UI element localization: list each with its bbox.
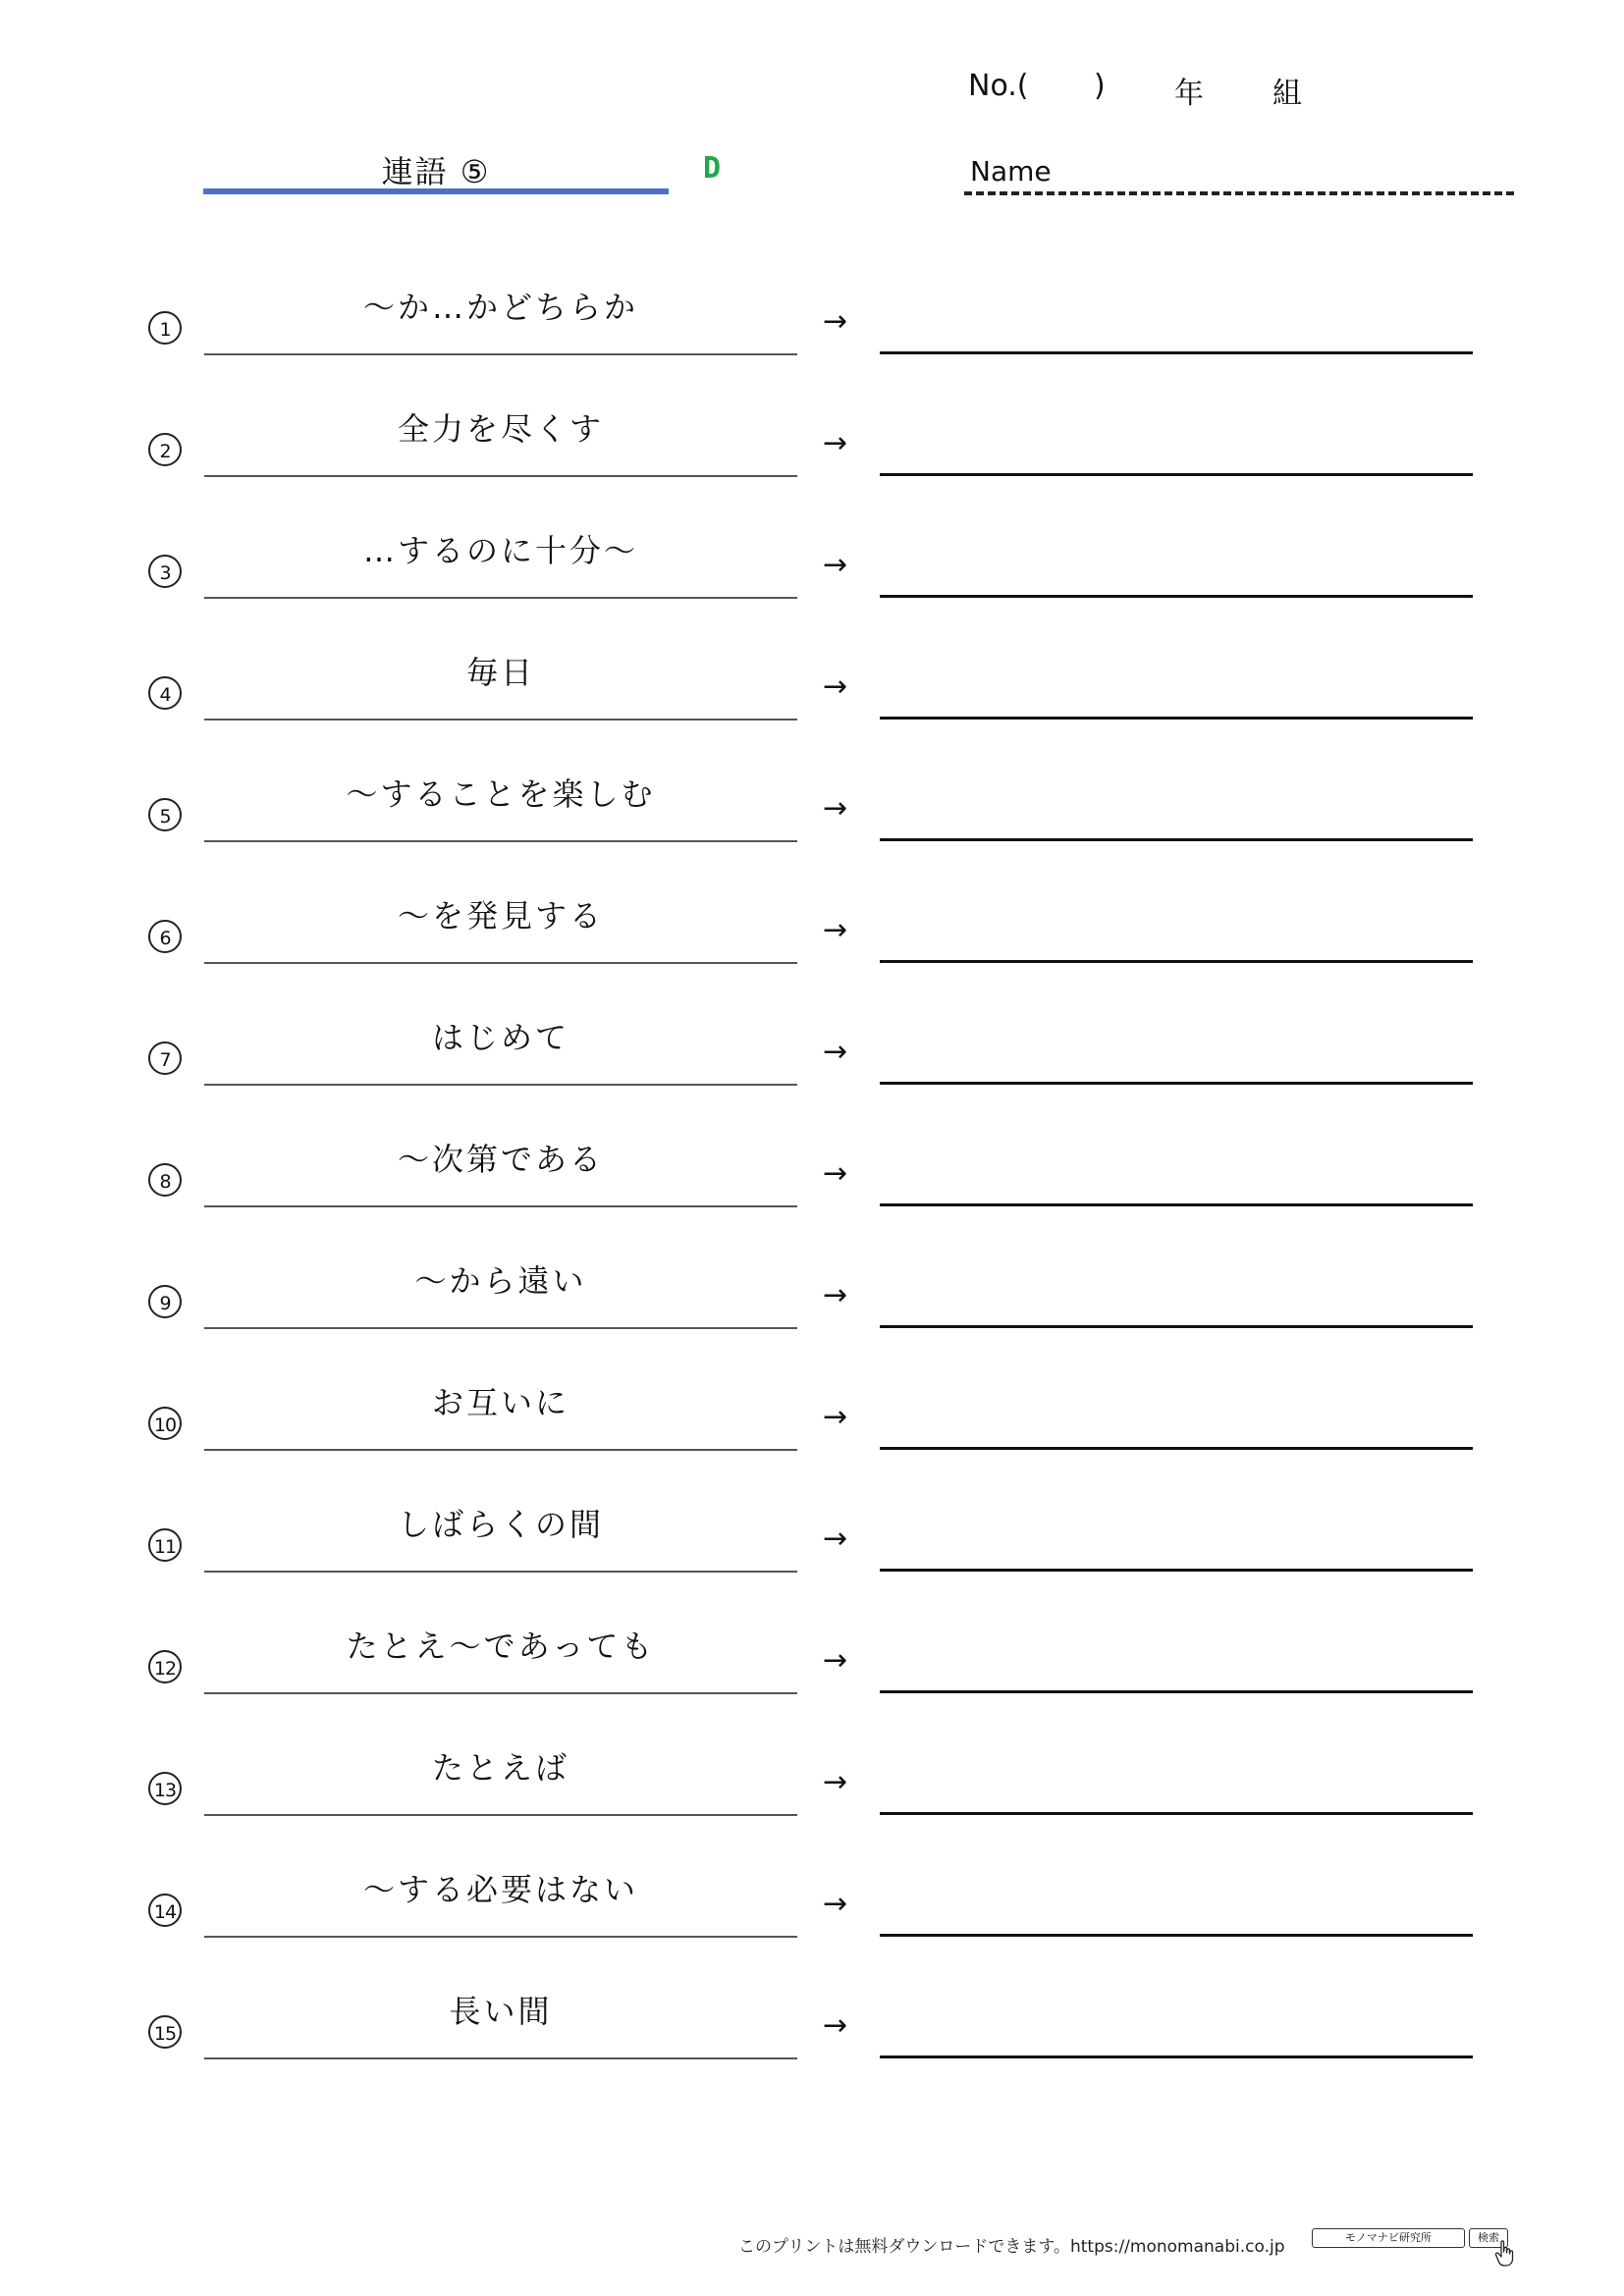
question-prompt: たとえば [431,1749,569,1787]
worksheet-title-block [203,143,669,194]
question-number-digit: 10 [153,1415,177,1436]
prompt-underline [204,1814,797,1816]
question-prompt: ～を発見する [397,897,604,934]
question-number-digit: 7 [159,1049,171,1071]
question-number [143,428,187,471]
question-number-digit: 6 [159,928,171,949]
question-row [0,520,1624,642]
prompt-underline [204,1936,797,1938]
question-prompt: …するのに十分～ [362,532,638,569]
question-row [0,1859,1624,1981]
answer-write-line[interactable] [880,1203,1473,1206]
question-row [0,642,1624,764]
question-prompt: ～する必要はない [362,1871,638,1908]
question-number [143,306,187,349]
number-close-paren: ) [1094,69,1106,103]
question-number [143,1889,187,1932]
question-prompt: ～か…かどちらか [362,289,638,326]
arrow-right-icon: → [823,1035,848,1069]
question-number-digit: 1 [159,319,171,341]
answer-write-line[interactable] [880,1447,1473,1450]
prompt-underline [204,962,797,964]
arrow-right-icon: → [823,1278,848,1312]
question-number [143,1402,187,1445]
prompt-underline [204,1692,797,1694]
answer-write-line[interactable] [880,1082,1473,1085]
class-label: 組 [1272,77,1302,111]
answer-write-line[interactable] [880,838,1473,841]
question-number-digit: 15 [153,2023,177,2045]
answer-write-line[interactable] [880,2056,1473,2058]
arrow-right-icon: → [823,1156,848,1191]
answer-write-line[interactable] [880,1812,1473,1815]
prompt-underline [204,1449,797,1451]
question-prompt: はじめて [431,1019,569,1056]
question-row [0,1616,1624,1737]
question-row [0,1372,1624,1494]
question-number [143,1645,187,1688]
number-label: No.( [968,69,1029,103]
arrow-right-icon: → [823,791,848,826]
question-row [0,1007,1624,1129]
question-number [143,1767,187,1810]
prompt-underline [204,2057,797,2059]
worksheet-title: 連語 ⑤ [381,153,491,190]
answer-write-line[interactable] [880,473,1473,476]
prompt-underline [204,475,797,477]
question-number-digit: 12 [153,1658,177,1680]
answer-write-line[interactable] [880,960,1473,963]
question-row [0,1494,1624,1616]
question-number [143,1280,187,1323]
answer-write-line[interactable] [880,595,1473,598]
question-number-digit: 9 [159,1293,171,1314]
question-row [0,399,1624,520]
question-row [0,885,1624,1007]
question-prompt: しばらくの間 [397,1506,604,1543]
answer-write-line[interactable] [880,1325,1473,1328]
question-number-digit: 14 [153,1901,177,1923]
question-row [0,1981,1624,2103]
arrow-right-icon: → [823,669,848,704]
question-prompt: お互いに [431,1384,569,1421]
question-prompt: 全力を尽くす [397,410,604,448]
footer-search-button[interactable]: 検索 [1469,2228,1508,2248]
year-label: 年 [1174,77,1204,111]
question-number-digit: 2 [159,441,171,462]
arrow-right-icon: → [823,1765,848,1799]
arrow-right-icon: → [823,1522,848,1556]
arrow-right-icon: → [823,2008,848,2043]
arrow-right-icon: → [823,304,848,339]
question-number [143,550,187,593]
question-number-digit: 4 [159,684,171,706]
question-prompt: ～から遠い [414,1262,587,1300]
question-row [0,277,1624,399]
question-number [143,1158,187,1201]
question-number [143,1523,187,1567]
question-prompt: ～することを楽しむ [346,775,656,813]
arrow-right-icon: → [823,1887,848,1921]
arrow-right-icon: → [823,1400,848,1434]
answer-write-line[interactable] [880,1569,1473,1572]
question-prompt: 毎日 [465,654,535,691]
answer-write-line[interactable] [880,1690,1473,1693]
prompt-underline [204,353,797,355]
prompt-underline [204,1571,797,1573]
answer-write-line[interactable] [880,351,1473,354]
question-prompt: 長い間 [449,1993,553,2030]
question-row [0,1129,1624,1251]
question-number [143,793,187,836]
question-number-digit: 5 [159,806,171,828]
question-number [143,915,187,958]
question-number [143,671,187,715]
question-number [143,2010,187,2054]
arrow-right-icon: → [823,426,848,460]
footer-download-note: このプリントは無料ダウンロードできます。https://monomanabi.co.jp [738,2237,1285,2257]
question-row [0,1737,1624,1859]
question-number-digit: 8 [159,1171,171,1193]
question-number-digit: 3 [159,562,171,584]
version-badge: D [703,151,722,186]
question-row [0,764,1624,885]
question-number-digit: 13 [153,1780,177,1801]
name-label: Name [970,155,1052,187]
question-prompt: ～次第である [397,1141,604,1178]
pointer-hand-icon [1494,2240,1516,2268]
question-row [0,1251,1624,1372]
prompt-underline [204,1084,797,1086]
name-write-line[interactable] [964,191,1514,195]
answer-write-line[interactable] [880,1934,1473,1937]
footer-brand-box: モノマナビ研究所 [1312,2228,1465,2248]
question-number-digit: 11 [153,1536,177,1558]
arrow-right-icon: → [823,548,848,582]
question-number [143,1037,187,1080]
prompt-underline [204,1327,797,1329]
prompt-underline [204,719,797,721]
prompt-underline [204,840,797,842]
arrow-right-icon: → [823,913,848,947]
answer-write-line[interactable] [880,717,1473,720]
prompt-underline [204,1205,797,1207]
question-prompt: たとえ～であっても [346,1628,656,1665]
arrow-right-icon: → [823,1643,848,1678]
prompt-underline [204,597,797,599]
